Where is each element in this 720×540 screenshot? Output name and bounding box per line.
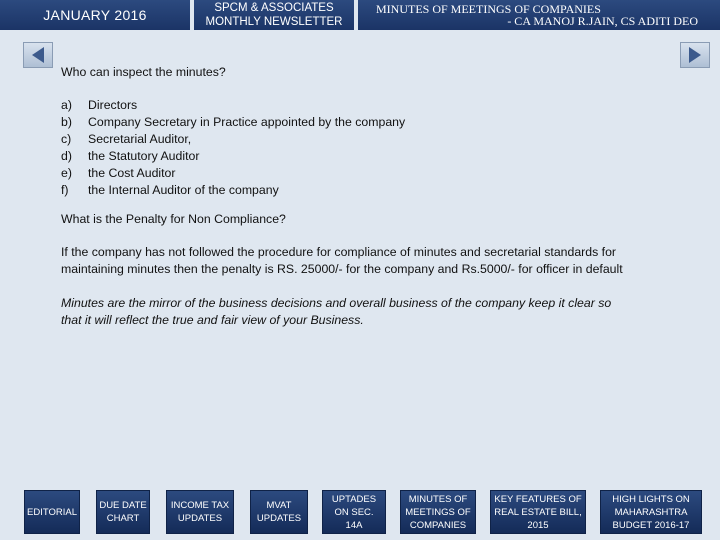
nav-real-estate-bill-button[interactable] <box>490 490 586 534</box>
list-item <box>61 165 661 182</box>
list-item-letter: e) <box>61 166 72 180</box>
nav-label-line1: MINUTES OF <box>408 493 468 505</box>
newsletter-title-line1: SPCM & ASSOCIATES <box>214 2 334 14</box>
list-item-letter: f) <box>61 183 69 197</box>
nav-label-line2: REAL ESTATE BILL, <box>494 506 582 518</box>
nav-due-date-chart-button[interactable] <box>96 490 150 534</box>
penalty-line2: maintaining minutes then the penalty is RS. 25000/- for the company and Rs.5000/- for officer in default <box>61 262 623 276</box>
closing-line1: Minutes are the mirror of the business decisions and overall business of the company keep it clear so <box>61 296 612 310</box>
issue-month-label: JANUARY 2016 <box>43 7 147 23</box>
nav-label-line2: MEETINGS OF <box>405 506 471 518</box>
list-item-letter: a) <box>61 98 72 112</box>
nav-label-line2: UPDATES <box>256 513 302 524</box>
list-item-text: Directors <box>88 98 138 112</box>
nav-label-line2: CHART <box>106 513 140 524</box>
article-body <box>61 64 661 346</box>
nav-label-line1: HIGH LIGHTS ON <box>612 493 690 505</box>
article-authors: - CA MANOJ R.JAIN, CS ADITI DEO <box>507 14 698 28</box>
next-page-button[interactable] <box>680 42 710 68</box>
nav-label-line2: UPDATES <box>177 513 223 524</box>
nav-sec-14a-updates-button[interactable] <box>322 490 386 534</box>
question-who-can-inspect: Who can inspect the minutes? <box>61 65 226 79</box>
nav-label-line2: ON SEC. 14A <box>334 506 374 531</box>
inspector-list <box>61 97 661 199</box>
nav-maharashtra-budget-button[interactable] <box>600 490 702 534</box>
section-navigation <box>0 490 720 540</box>
list-item-text: the Cost Auditor <box>88 166 176 180</box>
list-item <box>61 182 661 199</box>
arrow-left-icon <box>31 46 45 64</box>
nav-editorial-button[interactable] <box>24 490 80 534</box>
penalty-line1: If the company has not followed the procedure for compliance of minutes and secretarial standards for <box>61 245 617 259</box>
article-title-line1: MINUTES OF MEETINGS OF COMPANIES <box>376 2 601 16</box>
list-item-text: Company Secretary in Practice appointed by the company <box>88 115 406 129</box>
penalty-paragraph <box>61 244 661 278</box>
list-item-letter: b) <box>61 115 72 129</box>
arrow-right-icon <box>688 46 702 64</box>
nav-label-line3: COMPANIES <box>409 519 467 531</box>
nav-mvat-updates-button[interactable] <box>250 490 308 534</box>
newsletter-title-line2: MONTHLY NEWSLETTER <box>205 16 343 28</box>
list-item-text: the Statutory Auditor <box>88 149 200 163</box>
list-item-text: the Internal Auditor of the company <box>88 183 279 197</box>
article-title <box>358 0 720 30</box>
nav-label-line3: BUDGET 2016-17 <box>612 519 690 531</box>
list-item-letter: d) <box>61 149 72 163</box>
question-penalty: What is the Penalty for Non Compliance? <box>61 212 286 226</box>
nav-label-line1: KEY FEATURES OF <box>494 493 582 505</box>
list-item <box>61 148 661 165</box>
nav-label-line1: MVAT <box>266 500 292 511</box>
nav-label-line1: INCOME TAX <box>170 500 230 511</box>
issue-month <box>0 0 190 30</box>
list-item <box>61 131 661 148</box>
nav-label-line1: EDITORIAL <box>27 506 77 518</box>
list-item <box>61 114 661 131</box>
newsletter-title <box>194 0 354 30</box>
newsletter-header <box>0 0 720 30</box>
closing-line2: that it will reflect the true and fair view of your Business. <box>61 313 364 327</box>
list-item <box>61 97 661 114</box>
nav-income-tax-updates-button[interactable] <box>166 490 234 534</box>
nav-label-line1: DUE DATE <box>99 500 147 511</box>
list-item-text: Secretarial Auditor, <box>88 132 192 146</box>
nav-label-line3: 2015 <box>527 519 549 531</box>
nav-label-line2: MAHARASHTRA <box>614 506 688 518</box>
closing-paragraph <box>61 295 661 329</box>
previous-page-button[interactable] <box>23 42 53 68</box>
nav-minutes-of-meetings-button[interactable] <box>400 490 476 534</box>
nav-label-line1: UPTADES <box>331 493 377 505</box>
list-item-letter: c) <box>61 132 72 146</box>
